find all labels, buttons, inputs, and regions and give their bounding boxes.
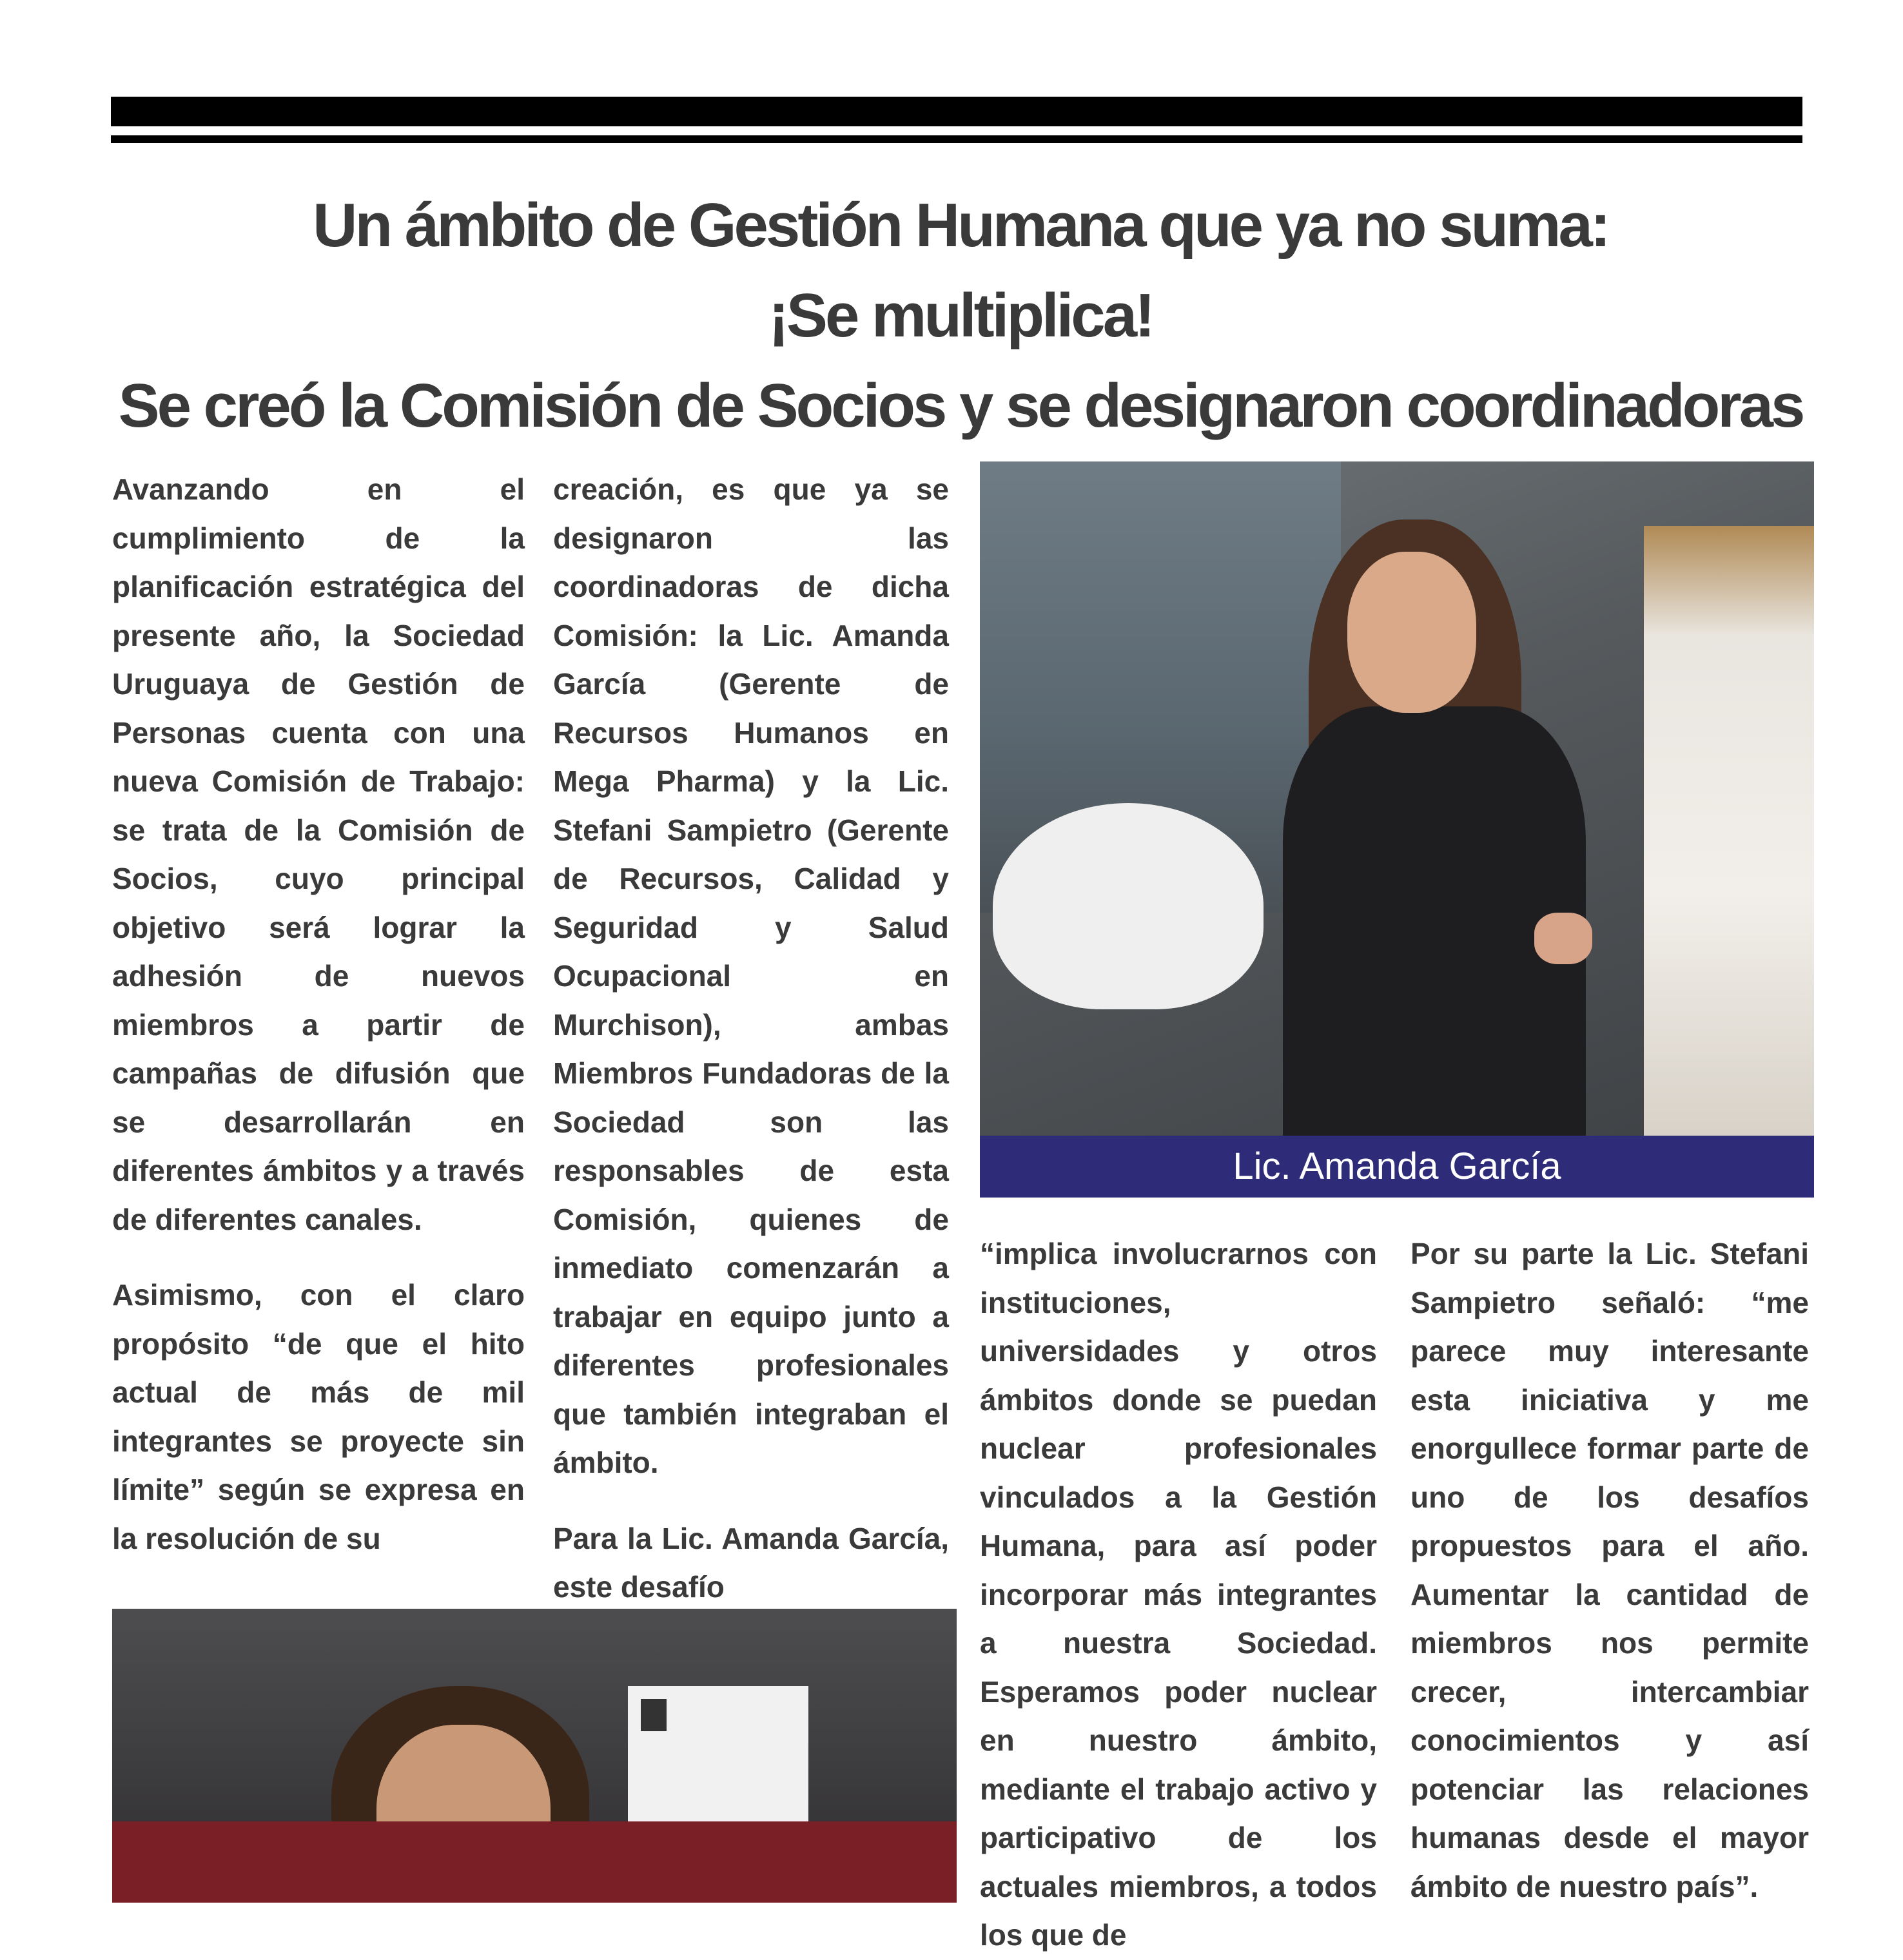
banner-stand xyxy=(1644,526,1814,1136)
photo-stefani-sampietro xyxy=(112,1609,957,1903)
article-column-3 xyxy=(980,1230,1377,1960)
paragraph: creación, es que ya se designaron las coordinadoras de dicha Comisión: la Lic. Amanda García (Gerente de Recursos Humanos en Mega Pharma) y la Lic. Stefani Sampietro (Gerente de Recursos, Calidad y Seguridad y Salud Ocupacional en Murchison), ambas Miembros Fundadoras de la Sociedad son las responsables de esta Comisión, quienes de inmediato comenzarán a trabajar en equipo junto a diferentes profesionales que también integraban el ámbito. xyxy=(553,472,949,1479)
headline-line-3: Se creó la Comisión de Socios y se designaron coordinadoras xyxy=(118,371,1803,440)
article-column-1 xyxy=(112,465,525,1563)
paragraph: Asimismo, con el claro propósito “de que el hito actual de más de mil integrantes se proyecte sin límite” según se expresa en la resolución de su xyxy=(112,1278,525,1555)
paragraph: “implica involucrarnos con instituciones, universidades y otros ámbitos donde se puedan nuclear profesionales vinculados a la Gestión Humana, para así poder incorporar más integrantes a nuestra Sociedad. Esperamos poder nuclear en nuestro ámbito, mediante el trabajo activo y participativo de los actuales miembros, a todos los que de xyxy=(980,1237,1377,1952)
header-rule-thin xyxy=(111,135,1802,143)
article-column-4 xyxy=(1410,1230,1809,1911)
headline-line-1: Un ámbito de Gestión Humana que ya no suma: xyxy=(313,191,1608,260)
paragraph: Para la Lic. Amanda García, este desafío xyxy=(553,1521,949,1604)
person-hand xyxy=(1534,913,1592,964)
article-headline xyxy=(64,180,1857,451)
paragraph: Avanzando en el cumplimiento de la planificación estratégica del presente año, la Sociedad Uruguaya de Gestión de Personas cuenta con una nueva Comisión de Trabajo: se trata de la Comisión de Socios, cuyo principal objetivo será lograr la adhesión de nuevos miembros a partir de campañas de difusión que se desarrollarán en diferentes ámbitos y a través de diferentes canales. xyxy=(112,472,525,1236)
header-rule-thick xyxy=(111,97,1802,126)
headline-line-2: ¡Se multiplica! xyxy=(768,281,1153,350)
article-column-2 xyxy=(553,465,949,1612)
person-face xyxy=(1347,552,1476,713)
red-table xyxy=(112,1821,957,1903)
white-chair xyxy=(993,803,1264,1009)
logo-icon xyxy=(641,1699,667,1731)
photo-caption: Lic. Amanda García xyxy=(980,1136,1814,1198)
paragraph: Por su parte la Lic. Stefani Sampietro señaló: “me parece muy interesante esta iniciativa y me enorgullece formar parte de uno de los desafíos propuestos para el año. Aumentar la cantidad de miembros nos permite crecer, intercambiar conocimientos y así potenciar las relaciones humanas desde el mayor ámbito de nuestro país”. xyxy=(1410,1237,1809,1903)
photo-amanda-garcia xyxy=(980,461,1814,1136)
